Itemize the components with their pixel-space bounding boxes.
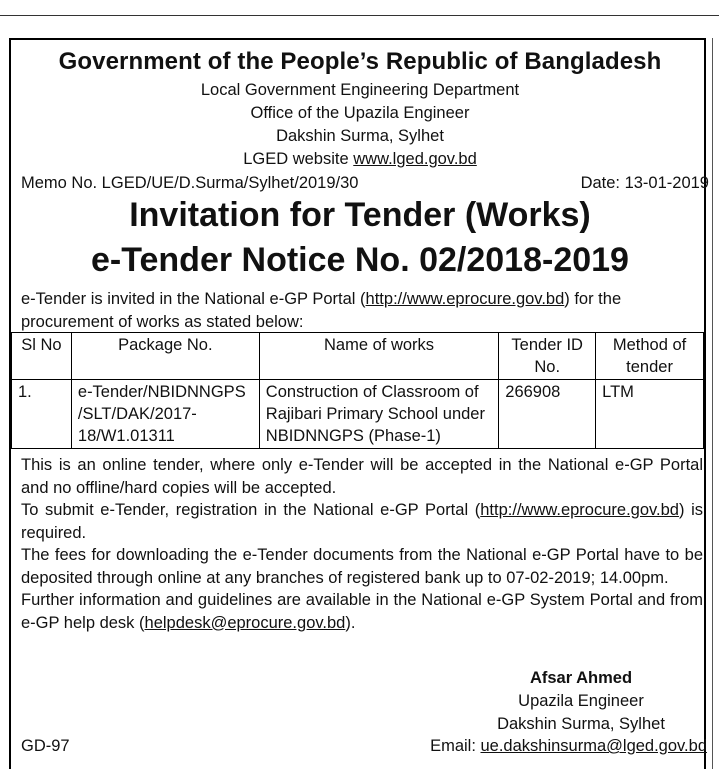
right-rule (712, 38, 713, 769)
intro-paragraph (21, 288, 701, 334)
col-header-name: Name of works (259, 333, 498, 380)
help-text-2: ). (345, 613, 356, 632)
intro-text-2: ) for the (564, 290, 622, 308)
email-label: Email: (430, 737, 481, 755)
intro-line-2: procurement of works as stated below: (21, 313, 304, 331)
helpdesk-email-link[interactable]: helpdesk@eprocure.gov.bd (144, 613, 346, 632)
cell-name: Construction of Classroom of Rajibari Primary School under NBIDNNGPS (Phase-1) (259, 380, 498, 449)
eprocure-link[interactable]: http://www.eprocure.gov.bd (365, 290, 565, 308)
registration-link[interactable]: http://www.eprocure.gov.bd (480, 501, 679, 519)
signatory-designation: Upazila Engineer (518, 692, 644, 710)
intro-text-1: e-Tender is invited in the National e-GP Portal ( (21, 290, 366, 308)
memo-number: Memo No. LGED/UE/D.Surma/Sylhet/2019/30 (21, 174, 359, 192)
intro-line-1 (21, 288, 701, 311)
col-header-method: Method of tender (596, 333, 704, 380)
tender-notice (9, 38, 709, 769)
registration-text-1: To submit e-Tender, registration in the National e-GP Portal ( (21, 501, 481, 519)
top-rule (0, 15, 719, 16)
office-line: Office of the Upazila Engineer (250, 104, 470, 122)
col-header-package: Package No. (71, 333, 259, 380)
email-link[interactable]: ue.dakshinsurma@lged.gov.bd (480, 737, 707, 755)
cell-method: LTM (596, 380, 704, 449)
location-line: Dakshin Surma, Sylhet (276, 127, 444, 145)
cell-sl: 1. (12, 380, 72, 449)
fees-paragraph: The fees for downloading the e-Tender documents from the National e-GP Portal have to be deposited through online at any branches of registered bank up to 07-02-2019; 14.00pm. (21, 546, 703, 587)
registration-text-2: ) is required. (21, 501, 704, 542)
works-table (11, 332, 704, 449)
website-label: LGED website (243, 150, 354, 168)
contact-email (430, 737, 707, 756)
table-header-row (12, 333, 704, 380)
department-line: Local Government Engineering Department (200, 81, 520, 99)
website-link[interactable]: www.lged.gov.bd (353, 150, 477, 168)
notice-number: e-Tender Notice No. 02/2018-2019 (91, 241, 629, 279)
gd-code: GD-97 (21, 737, 70, 755)
notice-body (21, 454, 703, 634)
website-line (21, 150, 699, 169)
cell-package: e-Tender/NBIDNNGPS /SLT/DAK/2017-18/W1.01311 (71, 380, 259, 449)
col-header-tender-id: Tender ID No. (499, 333, 596, 380)
notice-title: Invitation for Tender (Works) (129, 196, 591, 234)
online-tender-paragraph: This is an online tender, where only e-Tender will be accepted in the National e-GP Portal and no offline/hard copies will be accepted. (21, 456, 703, 497)
registration-paragraph (21, 499, 703, 544)
government-heading: Government of the People’s Republic of Bangladesh (58, 48, 662, 75)
signatory-name: Afsar Ahmed (529, 669, 633, 687)
help-paragraph (21, 589, 703, 634)
help-text-1: Further information and guidelines are available in the National e-GP System Portal and from e-GP help desk ( (21, 591, 703, 632)
signature-block (461, 667, 701, 736)
notice-date: Date: 13-01-2019 (580, 174, 709, 192)
col-header-sl: Sl No (12, 333, 72, 380)
cell-tender-id: 266908 (499, 380, 596, 449)
table-row (12, 380, 704, 449)
signatory-location: Dakshin Surma, Sylhet (497, 715, 665, 733)
